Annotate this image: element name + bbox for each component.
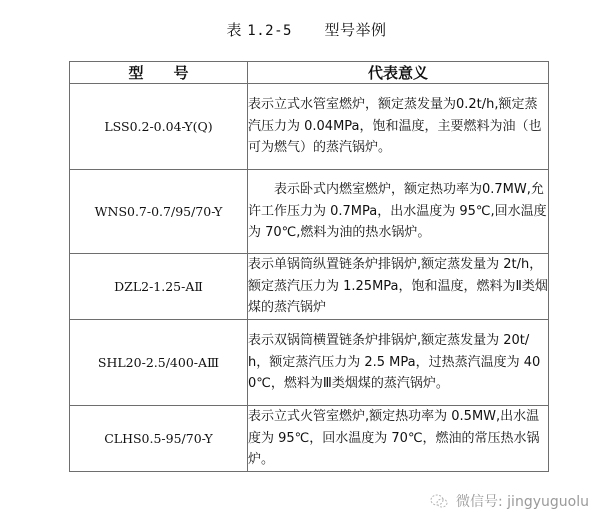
meaning-cell [248, 170, 549, 254]
wechat-icon [430, 494, 448, 508]
table-row [70, 170, 549, 254]
model-cell: LSS0.2-0.04-Y(Q) [70, 84, 248, 170]
table-row [70, 254, 549, 320]
table-header-row [70, 62, 549, 84]
model-cell: SHL20-2.5/400-AⅢ [70, 320, 248, 406]
meaning-cell: 表示双锅筒横置链条炉排锅炉,额定蒸发量为 20t/h，额定蒸汽压力为 2.5 MPa，过热蒸汽温度为 400℃，燃料为Ⅲ类烟煤的蒸汽锅炉。 [248, 320, 549, 406]
meaning-cell: 表示立式水管室燃炉，额定蒸发量为0.2t/h,额定蒸汽压力为 0.04MPa，饱和温度，主要燃料为油（也可为燃气）的蒸汽锅炉。 [248, 84, 549, 170]
header-meaning: 代表意义 [248, 62, 549, 84]
table-row [70, 320, 549, 406]
model-cell: WNS0.7-0.7/95/70-Y [70, 170, 248, 254]
table-row [70, 406, 549, 472]
caption-prefix: 表 [226, 21, 242, 39]
meaning-text: 表示卧式内燃室燃炉，额定热功率为0.7MW,允许工作压力为 0.7MPa，出水温度为 95℃,回水温度为 70℃,燃料为油的热水锅炉。 [248, 182, 547, 241]
model-cell: CLHS0.5-95/70-Y [70, 406, 248, 472]
table-caption [0, 19, 613, 40]
wechat-id-text: 微信号: jingyuguolu [456, 494, 589, 510]
meaning-cell: 表示单锅筒纵置链条炉排锅炉,额定蒸发量为 2t/h，额定蒸汽压力为 1.25MPa，饱和温度，燃料为Ⅱ类烟煤的蒸汽锅炉 [248, 254, 549, 320]
wechat-watermark [430, 491, 589, 511]
model-examples-table [69, 61, 549, 472]
caption-number: 1.2-5 [247, 23, 292, 39]
model-cell: DZL2-1.25-AⅡ [70, 254, 248, 320]
caption-title: 型号举例 [324, 21, 387, 39]
table-row [70, 84, 549, 170]
header-model: 型 号 [70, 62, 248, 84]
meaning-cell: 表示立式火管室燃炉,额定热功率为 0.5MW,出水温度为 95℃，回水温度为 70℃，燃油的常压热水锅炉。 [248, 406, 549, 472]
